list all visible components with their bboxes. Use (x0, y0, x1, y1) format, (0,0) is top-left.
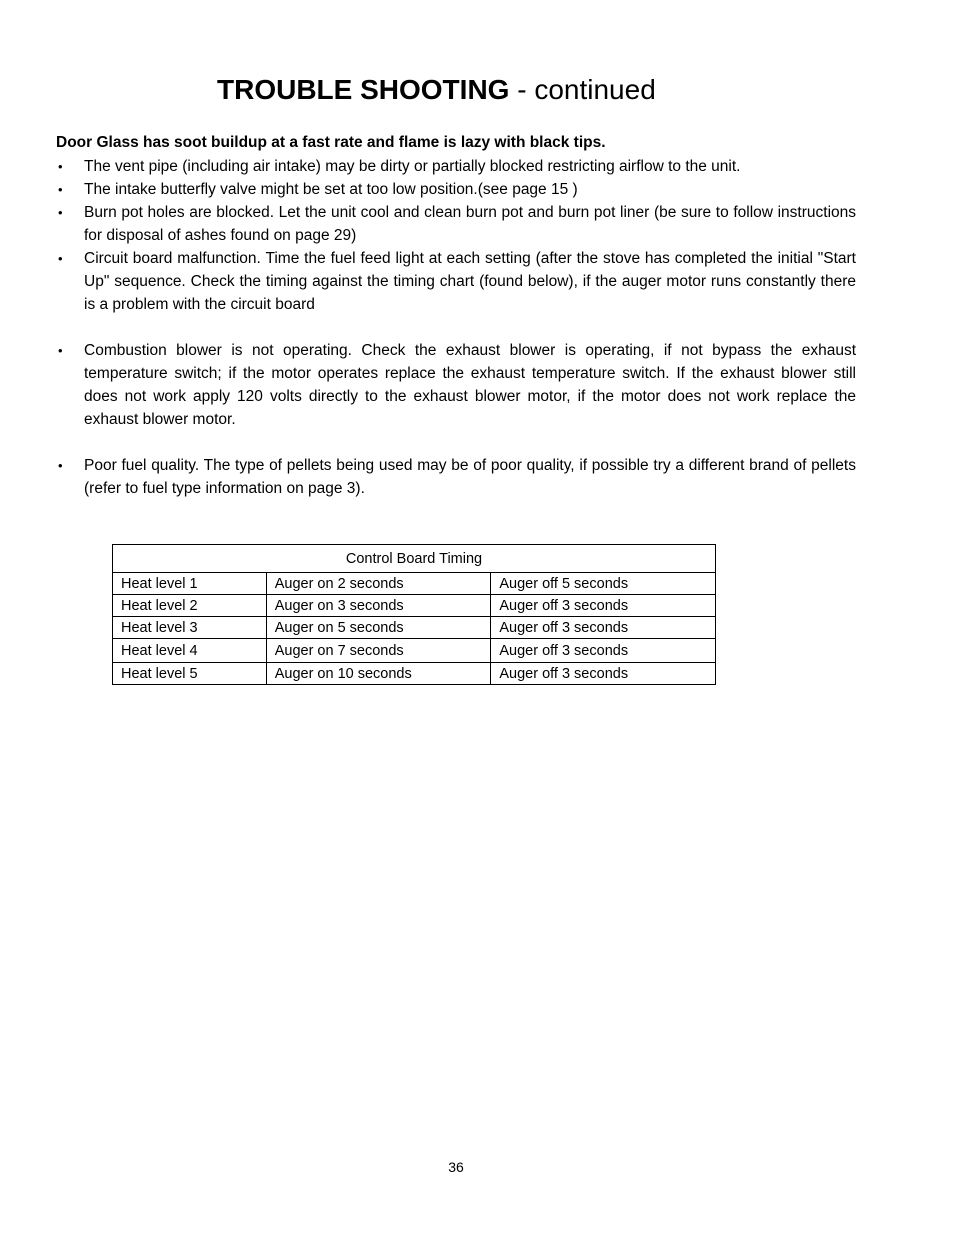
list-item (56, 247, 856, 316)
bullet-icon: • (58, 205, 63, 220)
list-item (56, 201, 856, 247)
bullet-icon: • (58, 251, 63, 266)
table-cell-auger-on: Auger on 2 seconds (266, 573, 491, 595)
list-item-text: Combustion blower is not operating. Check the exhaust blower is operating, if not bypass the exhaust temperature switch; if the motor operates replace the exhaust temperature switch. If the exhaust blower still does not work apply 120 volts directly to the exhaust blower motor, if the motor does not work replace the exhaust blower motor. (84, 342, 856, 428)
control-board-timing-table (112, 544, 716, 685)
troubleshooting-list (56, 155, 856, 500)
list-item (56, 178, 856, 201)
table-cell-auger-off: Auger off 3 seconds (491, 663, 716, 685)
table-cell-heat-level: Heat level 1 (113, 573, 267, 595)
table-cell-auger-off: Auger off 5 seconds (491, 573, 716, 595)
table-cell-auger-on: Auger on 5 seconds (266, 617, 491, 639)
list-item-text: Poor fuel quality. The type of pellets being used may be of poor quality, if possible try a different brand of pellets (refer to fuel type information on page 3). (84, 457, 856, 497)
list-item (56, 454, 856, 500)
list-item-text: The vent pipe (including air intake) may be dirty or partially blocked restricting airflow to the unit. (84, 158, 741, 175)
page-title (217, 70, 656, 110)
table-cell-auger-on: Auger on 3 seconds (266, 595, 491, 617)
page-title-suffix: - continued (509, 74, 656, 105)
list-item-text: The intake butterfly valve might be set at too low position.(see page 15 ) (84, 181, 578, 198)
bullet-icon: • (58, 182, 63, 197)
table-row (113, 595, 716, 617)
table-row (113, 617, 716, 639)
table-cell-auger-on: Auger on 7 seconds (266, 639, 491, 663)
page-number: 36 (448, 1159, 464, 1175)
table-cell-auger-off: Auger off 3 seconds (491, 639, 716, 663)
section-heading: Door Glass has soot buildup at a fast rate and flame is lazy with black tips. (56, 134, 606, 151)
table-row (113, 573, 716, 595)
list-item (56, 339, 856, 431)
bullet-icon: • (58, 159, 63, 174)
table-row (113, 639, 716, 663)
table-row (113, 663, 716, 685)
table-cell-auger-off: Auger off 3 seconds (491, 595, 716, 617)
table-cell-heat-level: Heat level 3 (113, 617, 267, 639)
page-title-bold: TROUBLE SHOOTING (217, 74, 510, 105)
table-caption: Control Board Timing (113, 545, 716, 573)
list-item (56, 155, 856, 178)
table-cell-auger-off: Auger off 3 seconds (491, 617, 716, 639)
list-item-text: Burn pot holes are blocked. Let the unit cool and clean burn pot and burn pot liner (be sure to follow instructions for disposal of ashes found on page 29) (84, 204, 856, 244)
table-cell-auger-on: Auger on 10 seconds (266, 663, 491, 685)
table-cell-heat-level: Heat level 5 (113, 663, 267, 685)
bullet-icon: • (58, 458, 63, 473)
table-header-row (113, 545, 716, 573)
bullet-icon: • (58, 343, 63, 358)
table-cell-heat-level: Heat level 2 (113, 595, 267, 617)
table-cell-heat-level: Heat level 4 (113, 639, 267, 663)
list-item-text: Circuit board malfunction. Time the fuel feed light at each setting (after the stove has completed the initial "Start Up" sequence. Check the timing against the timing chart (found below), if the auger motor runs constantly there is a problem with the circuit board (84, 250, 856, 313)
